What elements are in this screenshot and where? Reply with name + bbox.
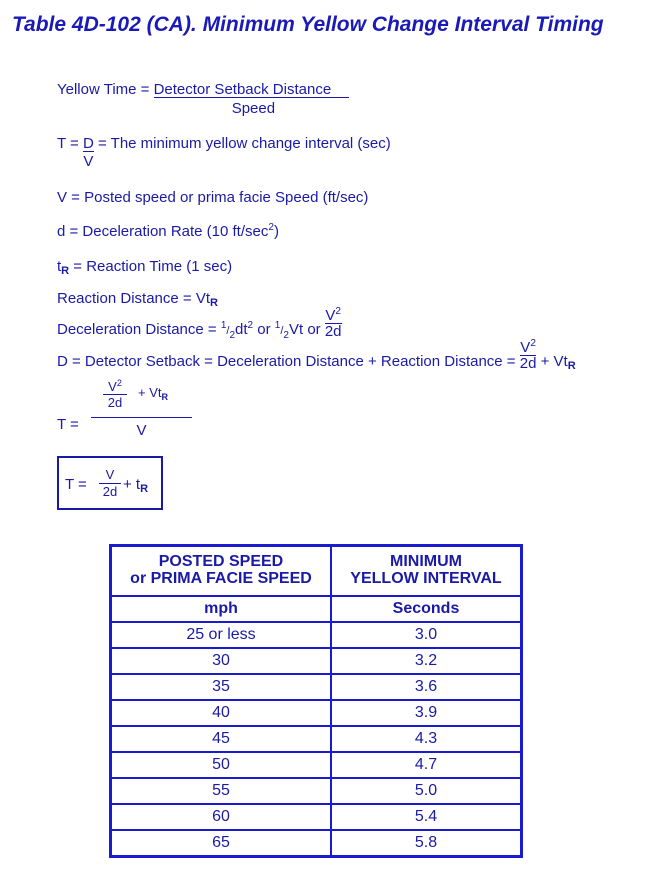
dd-one-1: 1 xyxy=(220,320,227,331)
dd-two-2: 2 xyxy=(283,330,289,341)
tc-main-fraction-bar xyxy=(91,417,192,418)
ds-frac-numerator: $V^2$ xyxy=(520,338,536,356)
dd-dt: dt xyxy=(235,321,248,338)
table-row xyxy=(111,622,522,648)
interval-cell: 4.3 xyxy=(331,726,522,752)
d-def-close: ) xyxy=(273,223,279,240)
dd-vt-or: Vt or xyxy=(288,321,325,338)
rd-text: Reaction Distance = Vt xyxy=(57,290,210,307)
table-row xyxy=(111,700,522,726)
box-lhs: T = xyxy=(65,476,87,493)
interval-cell: 3.0 xyxy=(331,622,522,648)
units-mph: mph xyxy=(111,596,332,622)
tc-inner-numerator: $V^2$ xyxy=(103,380,127,395)
page-title: Table 4D-102 (CA). Minimum Yellow Change Interval Timing xyxy=(12,13,604,36)
tc-main-denominator: V xyxy=(136,422,147,439)
dd-two-1: 2 xyxy=(229,330,236,341)
interval-cell: 5.8 xyxy=(331,830,522,857)
dd-fraction xyxy=(325,308,342,339)
header-minimum-yellow: MINIMUM YELLOW INTERVAL xyxy=(331,546,522,597)
speed-cell: 25 or less xyxy=(111,622,332,648)
t-def-rhs: = The minimum yellow change interval (sec) xyxy=(93,135,391,152)
yellow-time-denominator: Speed xyxy=(231,100,276,117)
d-def-main: d = Deceleration Rate (10 ft/sec xyxy=(57,223,269,240)
header-posted-speed: POSTED SPEED or PRIMA FACIE SPEED xyxy=(111,546,332,597)
reaction-distance xyxy=(57,290,218,309)
tc-lhs: T = xyxy=(57,416,79,433)
ds-frac-denominator: 2d xyxy=(519,355,537,372)
interval-cell: 5.4 xyxy=(331,804,522,830)
table-row xyxy=(111,674,522,700)
ds-subscript: R xyxy=(567,360,576,372)
dd-frac-numerator: $V^2$ xyxy=(325,306,341,324)
interval-cell: 4.7 xyxy=(331,752,522,778)
ds-text: D = Detector Setback = Deceleration Distance + Reaction Distance = xyxy=(57,353,520,370)
interval-cell: 3.6 xyxy=(331,674,522,700)
yellow-time-fraction xyxy=(154,82,350,116)
d-def-exponent: 2 xyxy=(268,222,274,233)
interval-cell: 3.2 xyxy=(331,648,522,674)
yellow-interval-table xyxy=(109,544,523,858)
table-row xyxy=(111,778,522,804)
speed-cell: 45 xyxy=(111,726,332,752)
t-definition xyxy=(57,136,391,169)
t-def-denominator: V xyxy=(83,153,94,170)
table-header-row xyxy=(111,546,522,597)
tc-inner-fraction xyxy=(103,380,127,411)
speed-cell: 40 xyxy=(111,700,332,726)
final-formula-box xyxy=(57,456,163,510)
box-fraction xyxy=(99,468,121,501)
t-def-numerator: D xyxy=(83,135,94,152)
table-body xyxy=(111,622,522,857)
t-def-lhs: T = xyxy=(57,135,83,152)
interval-cell: 3.9 xyxy=(331,700,522,726)
units-seconds: Seconds xyxy=(331,596,522,622)
speed-cell: 30 xyxy=(111,648,332,674)
yellow-time-numerator: Detector Setback Distance xyxy=(154,82,350,98)
t-def-fraction xyxy=(83,136,94,169)
dd-half-2: $^1/_2$ xyxy=(274,320,289,341)
table-row xyxy=(111,830,522,857)
tr-def-text: = Reaction Time (1 sec) xyxy=(69,258,233,275)
detector-setback xyxy=(57,340,576,371)
table-row xyxy=(111,726,522,752)
box-numerator: V xyxy=(99,468,121,484)
speed-cell: 50 xyxy=(111,752,332,778)
deceleration-distance xyxy=(57,308,342,339)
ds-fraction xyxy=(520,340,537,371)
tr-subscript: R xyxy=(61,265,70,277)
box-denominator: 2d xyxy=(102,483,118,499)
speed-cell: 60 xyxy=(111,804,332,830)
dd-half-1: $^1/_2$ xyxy=(220,320,236,341)
dd-one-2: 1 xyxy=(274,320,281,331)
ds-plus: + Vt xyxy=(536,353,568,370)
speed-cell: 65 xyxy=(111,830,332,857)
box-plus: + $t_R$ xyxy=(123,476,149,495)
tc-plus: + $Vt_R$ xyxy=(138,385,168,402)
table-units-row xyxy=(111,596,522,622)
dd-or-1: or xyxy=(253,321,275,338)
dd-dt-exponent: 2 xyxy=(247,320,254,331)
box-subscript: R xyxy=(140,483,149,495)
dd-frac-denominator: 2d xyxy=(324,323,342,340)
table-row xyxy=(111,804,522,830)
tc-inner-denominator: 2d xyxy=(107,395,123,411)
rd-subscript: R xyxy=(210,297,218,309)
interval-cell: 5.0 xyxy=(331,778,522,804)
speed-cell: 55 xyxy=(111,778,332,804)
table-row xyxy=(111,648,522,674)
d-definition xyxy=(57,224,279,239)
tr-symbol: t xyxy=(57,258,62,275)
v-definition: V = Posted speed or prima facie Speed (ft/sec) xyxy=(57,189,369,206)
speed-cell: 35 xyxy=(111,674,332,700)
yellow-time-formula xyxy=(57,82,349,116)
dd-text: Deceleration Distance = xyxy=(57,321,221,338)
table-row xyxy=(111,752,522,778)
yellow-time-lhs: Yellow Time = xyxy=(57,81,154,98)
tr-definition xyxy=(57,258,233,277)
